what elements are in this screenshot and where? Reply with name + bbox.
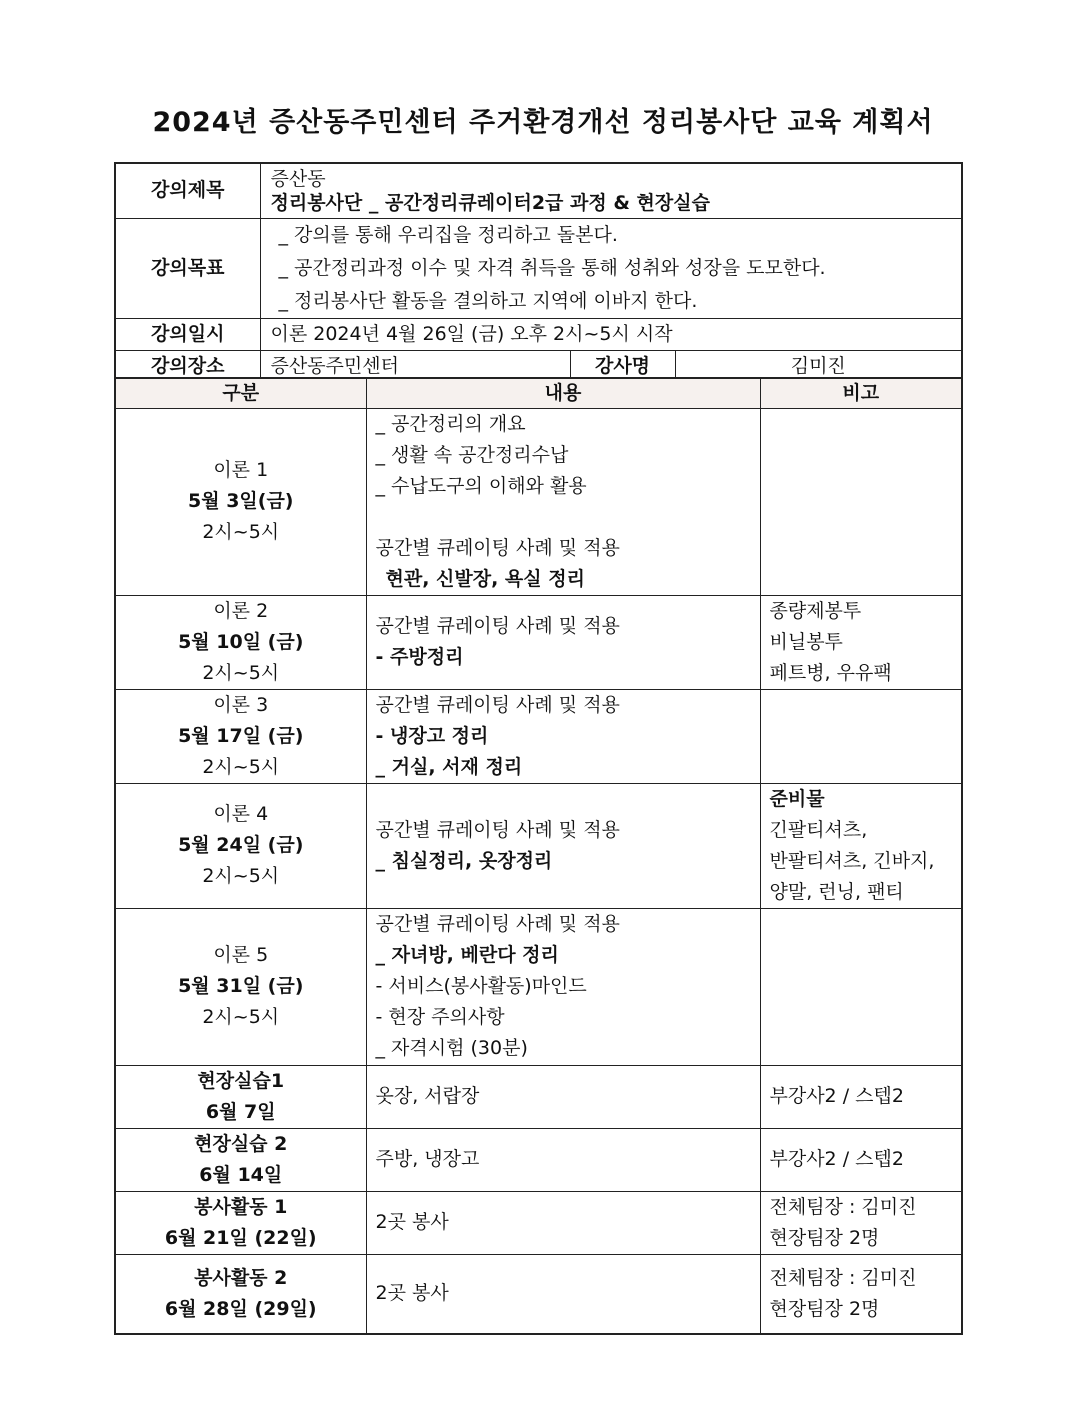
session-date: 6월 7일 — [205, 1100, 276, 1123]
session-date: 6월 14일 — [199, 1163, 283, 1186]
document-title: 2024년 증산동주민센터 주거환경개선 정리봉사단 교육 계획서 — [152, 107, 934, 138]
session-name: 이론 1 — [213, 459, 269, 481]
session-time: 2시~5시 — [202, 755, 280, 778]
note-line: 페트병, 우유팩 — [769, 661, 892, 684]
session-name: 현장실습1 — [197, 1069, 285, 1092]
session-date: 5월 31일 (금) — [178, 975, 304, 997]
table-row — [115, 408, 962, 595]
session-name: 봉사활동 1 — [194, 1195, 288, 1218]
table-row — [115, 1128, 962, 1191]
goal-label: 강의목표 — [115, 218, 260, 318]
session-name: 이론 2 — [213, 599, 269, 622]
session-date: 5월 3일(금) — [188, 490, 294, 512]
note-line: 긴팔티셔츠, — [769, 818, 868, 841]
session-date: 5월 10일 (금) — [178, 630, 304, 653]
content-line: - 주방정리 — [375, 646, 464, 668]
subject-line-1: 증산동 — [270, 167, 326, 190]
goal-item: _ 강의를 통해 우리집을 정리하고 돌본다. — [278, 223, 618, 246]
session-name: 현장실습 2 — [194, 1132, 288, 1155]
table-row — [115, 595, 962, 689]
content-line: - 서비스(봉사활동)마인드 — [375, 975, 587, 997]
schedule-table — [114, 377, 963, 1335]
note-line: 전체팀장 : 김미진 — [769, 1195, 917, 1218]
goal-item: _ 공간정리과정 이수 및 자격 취득을 통해 성취와 성장을 도모한다. — [278, 256, 826, 279]
date-value: 이론 2024년 4월 26일 (금) 오후 2시~5시 시작 — [260, 318, 962, 350]
header-note: 비고 — [760, 378, 962, 408]
table-row — [115, 1191, 962, 1254]
goal-item: _ 정리봉사단 활동을 결의하고 지역에 이바지 한다. — [278, 289, 698, 312]
content-line: 2곳 봉사 — [375, 1211, 449, 1233]
table-row — [115, 1065, 962, 1128]
subject-label: 강의제목 — [115, 163, 260, 218]
content-line: _ 침실정리, 옷장정리 — [375, 849, 553, 872]
content-line: 옷장, 서랍장 — [375, 1085, 480, 1107]
subject-line-2: 정리봉사단 _ 공간정리큐레이터2급 과정 & 현장실습 — [270, 191, 710, 214]
content-line: 주방, 냉장고 — [375, 1148, 480, 1170]
session-time: 2시~5시 — [202, 865, 280, 887]
content-line: _ 자격시험 (30분) — [375, 1037, 528, 1059]
content-line: 2곳 봉사 — [375, 1282, 449, 1305]
session-name: 이론 4 — [213, 803, 269, 825]
session-date: 6월 28일 (29일) — [164, 1297, 317, 1320]
session-name: 봉사활동 2 — [194, 1266, 288, 1289]
content-line: 공간별 큐레이팅 사례 및 적용 — [375, 536, 620, 559]
note-line: 현장팀장 2명 — [769, 1226, 880, 1249]
table-row — [115, 689, 962, 783]
content-line: 공간별 큐레이팅 사례 및 적용 — [375, 693, 620, 716]
session-date: 5월 17일 (금) — [178, 724, 304, 747]
note-line: 부강사2 / 스텝2 — [769, 1148, 904, 1170]
place-value: 증산동주민센터 — [260, 350, 570, 383]
session-name: 이론 5 — [213, 944, 269, 966]
content-line: _ 생활 속 공간정리수납 — [375, 443, 569, 466]
session-date: 6월 21일 (22일) — [164, 1226, 317, 1249]
note-line: 준비물 — [769, 787, 825, 810]
lecture-info-table — [114, 162, 963, 384]
note-line: 부강사2 / 스텝2 — [769, 1085, 904, 1107]
session-name: 이론 3 — [213, 693, 269, 716]
content-line: _ 거실, 서재 정리 — [375, 755, 523, 778]
content-line: 공간별 큐레이팅 사례 및 적용 — [375, 615, 620, 637]
table-row — [115, 908, 962, 1065]
session-time: 2시~5시 — [202, 661, 280, 684]
header-category: 구분 — [115, 378, 366, 408]
content-line: _ 수납도구의 이해와 활용 — [375, 474, 587, 497]
content-line: 현관, 신발장, 욕실 정리 — [385, 567, 585, 590]
instructor-value: 김미진 — [675, 350, 962, 383]
note-line: 비닐봉투 — [769, 630, 843, 653]
note-line: 반팔티셔츠, 긴바지, — [769, 849, 935, 872]
content-line: - 냉장고 정리 — [375, 724, 489, 747]
note-line: 현장팀장 2명 — [769, 1297, 880, 1320]
session-time: 2시~5시 — [202, 521, 280, 543]
content-line: - 현장 주의사항 — [375, 1006, 505, 1028]
content-line: 공간별 큐레이팅 사례 및 적용 — [375, 818, 620, 841]
note-line: 전체팀장 : 김미진 — [769, 1266, 917, 1289]
session-date: 5월 24일 (금) — [178, 834, 304, 856]
instructor-label: 강사명 — [570, 350, 675, 383]
table-row — [115, 783, 962, 908]
content-line: _ 공간정리의 개요 — [375, 412, 526, 435]
content-line: _ 자녀방, 베란다 정리 — [375, 944, 559, 966]
note-line: 양말, 런닝, 팬티 — [769, 880, 904, 903]
date-label: 강의일시 — [115, 318, 260, 350]
session-time: 2시~5시 — [202, 1006, 280, 1028]
note-line: 종량제봉투 — [769, 599, 862, 622]
header-content: 내용 — [366, 378, 760, 408]
place-label: 강의장소 — [115, 350, 260, 383]
table-row — [115, 1254, 962, 1334]
content-line: 공간별 큐레이팅 사례 및 적용 — [375, 913, 620, 935]
